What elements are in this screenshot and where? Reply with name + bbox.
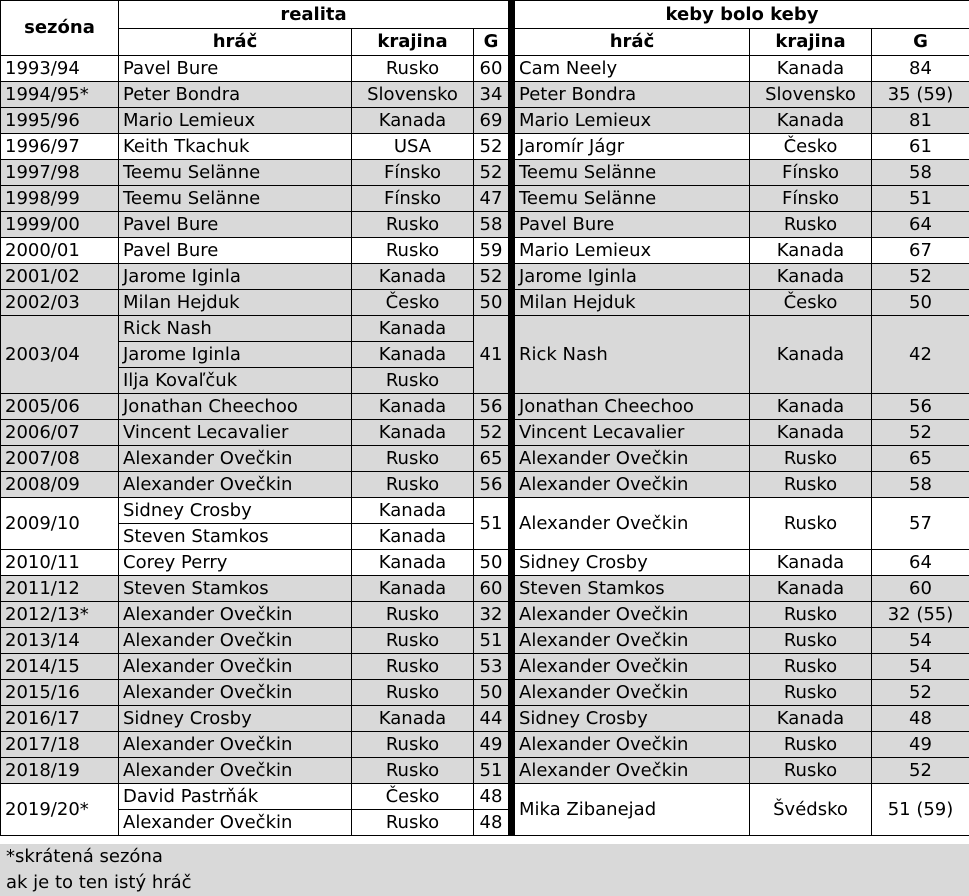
real-goals-cell: 47	[474, 186, 512, 212]
real-country-cell: Česko	[352, 290, 474, 316]
real-country-cell: Fínsko	[352, 186, 474, 212]
real-player-cell: Sidney Crosby	[119, 498, 352, 524]
real-goals-cell: 52	[474, 420, 512, 446]
real-goals-cell: 60	[474, 576, 512, 602]
alt-goals-cell: 52	[872, 420, 969, 446]
season-cell: 2015/16	[1, 680, 119, 706]
real-player-cell: Teemu Selänne	[119, 186, 352, 212]
alt-goals-cell: 48	[872, 706, 969, 732]
real-player-cell: Alexander Ovečkin	[119, 758, 352, 784]
season-cell: 1999/00	[1, 212, 119, 238]
real-player-cell: Steven Stamkos	[119, 576, 352, 602]
real-goals-cell: 56	[474, 394, 512, 420]
real-country-cell: Rusko	[352, 238, 474, 264]
table-row	[1, 238, 969, 264]
alt-country-cell: Rusko	[750, 446, 872, 472]
table-row	[1, 56, 969, 82]
season-cell: 2018/19	[1, 758, 119, 784]
real-goals-cell: 52	[474, 134, 512, 160]
real-goals-cell: 41	[474, 316, 512, 394]
real-goals-cell: 59	[474, 238, 512, 264]
real-country-cell: USA	[352, 134, 474, 160]
alt-player-cell: Mika Zibanejad	[512, 784, 750, 836]
table-row	[1, 498, 969, 524]
season-cell: 1996/97	[1, 134, 119, 160]
real-goals-cell: 69	[474, 108, 512, 134]
alt-goals-cell: 60	[872, 576, 969, 602]
season-cell: 2002/03	[1, 290, 119, 316]
real-player-cell: Rick Nash	[119, 316, 352, 342]
alt-country-cell: Česko	[750, 290, 872, 316]
real-country-cell: Kanada	[352, 108, 474, 134]
season-cell: 2003/04	[1, 316, 119, 394]
real-player-cell: Teemu Selänne	[119, 160, 352, 186]
real-country-cell: Rusko	[352, 212, 474, 238]
footnote-shortened-season: *skrátená sezóna	[0, 844, 969, 870]
real-player-cell: Alexander Ovečkin	[119, 628, 352, 654]
real-country-cell: Fínsko	[352, 160, 474, 186]
table-row	[1, 186, 969, 212]
alt-goals-cell: 52	[872, 264, 969, 290]
alt-country-cell: Rusko	[750, 758, 872, 784]
real-country-cell: Rusko	[352, 628, 474, 654]
real-goals-cell: 48	[474, 810, 512, 836]
real-goals-header: G	[474, 29, 512, 56]
alt-player-cell: Jarome Iginla	[512, 264, 750, 290]
season-cell: 2013/14	[1, 628, 119, 654]
real-goals-cell: 49	[474, 732, 512, 758]
alt-country-cell: Švédsko	[750, 784, 872, 836]
real-country-cell: Kanada	[352, 342, 474, 368]
alt-player-cell: Jonathan Cheechoo	[512, 394, 750, 420]
real-goals-cell: 50	[474, 290, 512, 316]
alt-player-cell: Pavel Bure	[512, 212, 750, 238]
real-player-cell: Alexander Ovečkin	[119, 472, 352, 498]
alt-country-cell: Rusko	[750, 602, 872, 628]
table-body	[1, 56, 969, 836]
alt-country-cell: Kanada	[750, 316, 872, 394]
table-row	[1, 160, 969, 186]
alt-country-cell: Slovensko	[750, 82, 872, 108]
real-player-cell: Alexander Ovečkin	[119, 680, 352, 706]
alt-goals-cell: 42	[872, 316, 969, 394]
real-player-cell: Milan Hejduk	[119, 290, 352, 316]
real-country-cell: Česko	[352, 784, 474, 810]
season-cell: 1995/96	[1, 108, 119, 134]
real-goals-cell: 52	[474, 160, 512, 186]
real-player-cell: Vincent Lecavalier	[119, 420, 352, 446]
alt-player-cell: Sidney Crosby	[512, 706, 750, 732]
real-country-cell: Rusko	[352, 680, 474, 706]
alt-player-cell: Teemu Selänne	[512, 186, 750, 212]
season-cell: 1993/94	[1, 56, 119, 82]
real-goals-cell: 32	[474, 602, 512, 628]
real-country-cell: Rusko	[352, 732, 474, 758]
season-cell: 2010/11	[1, 550, 119, 576]
table-row	[1, 758, 969, 784]
alt-player-cell: Alexander Ovečkin	[512, 732, 750, 758]
alt-country-cell: Rusko	[750, 628, 872, 654]
season-cell: 2001/02	[1, 264, 119, 290]
table-row	[1, 316, 969, 342]
season-cell: 2005/06	[1, 394, 119, 420]
alt-player-cell: Peter Bondra	[512, 82, 750, 108]
real-player-cell: Pavel Bure	[119, 212, 352, 238]
real-goals-cell: 50	[474, 550, 512, 576]
season-header: sezóna	[1, 1, 119, 56]
table-row	[1, 550, 969, 576]
alt-goals-cell: 57	[872, 498, 969, 550]
table-row	[1, 264, 969, 290]
alt-country-cell: Rusko	[750, 680, 872, 706]
real-player-cell: Alexander Ovečkin	[119, 654, 352, 680]
real-country-cell: Kanada	[352, 576, 474, 602]
real-player-cell: Peter Bondra	[119, 82, 352, 108]
real-country-cell: Rusko	[352, 602, 474, 628]
season-cell: 2014/15	[1, 654, 119, 680]
table-row	[1, 420, 969, 446]
alt-country-cell: Rusko	[750, 732, 872, 758]
season-cell: 2000/01	[1, 238, 119, 264]
real-player-cell: David Pastrňák	[119, 784, 352, 810]
alt-goals-cell: 51 (59)	[872, 784, 969, 836]
season-cell: 2011/12	[1, 576, 119, 602]
alt-goals-cell: 54	[872, 628, 969, 654]
alt-goals-cell: 52	[872, 758, 969, 784]
real-goals-cell: 51	[474, 628, 512, 654]
table-row	[1, 732, 969, 758]
real-goals-cell: 34	[474, 82, 512, 108]
real-country-cell: Slovensko	[352, 82, 474, 108]
alt-player-cell: Rick Nash	[512, 316, 750, 394]
alt-country-cell: Kanada	[750, 394, 872, 420]
season-cell: 2019/20*	[1, 784, 119, 836]
alt-goals-cell: 32 (55)	[872, 602, 969, 628]
real-country-cell: Kanada	[352, 524, 474, 550]
alt-country-header: krajina	[750, 29, 872, 56]
real-country-cell: Rusko	[352, 472, 474, 498]
alt-player-cell: Alexander Ovečkin	[512, 602, 750, 628]
alt-goals-cell: 50	[872, 290, 969, 316]
real-player-cell: Alexander Ovečkin	[119, 602, 352, 628]
real-player-cell: Steven Stamkos	[119, 524, 352, 550]
real-country-header: krajina	[352, 29, 474, 56]
real-player-cell: Keith Tkachuk	[119, 134, 352, 160]
season-cell: 2017/18	[1, 732, 119, 758]
real-player-cell: Corey Perry	[119, 550, 352, 576]
real-player-cell: Ilja Kovaľčuk	[119, 368, 352, 394]
real-player-cell: Mario Lemieux	[119, 108, 352, 134]
season-cell: 1997/98	[1, 160, 119, 186]
table-row	[1, 290, 969, 316]
alt-player-cell: Steven Stamkos	[512, 576, 750, 602]
alt-goals-cell: 54	[872, 654, 969, 680]
season-cell: 2009/10	[1, 498, 119, 550]
alt-player-cell: Vincent Lecavalier	[512, 420, 750, 446]
real-country-cell: Rusko	[352, 654, 474, 680]
alt-player-cell: Milan Hejduk	[512, 290, 750, 316]
table-row	[1, 576, 969, 602]
alt-country-cell: Kanada	[750, 56, 872, 82]
alt-goals-cell: 52	[872, 680, 969, 706]
alt-goals-cell: 49	[872, 732, 969, 758]
real-player-header: hráč	[119, 29, 352, 56]
alt-country-cell: Kanada	[750, 576, 872, 602]
real-goals-cell: 50	[474, 680, 512, 706]
alt-player-cell: Alexander Ovečkin	[512, 758, 750, 784]
real-goals-cell: 60	[474, 56, 512, 82]
alt-country-cell: Kanada	[750, 108, 872, 134]
real-player-cell: Sidney Crosby	[119, 706, 352, 732]
real-player-cell: Alexander Ovečkin	[119, 732, 352, 758]
alt-country-cell: Kanada	[750, 706, 872, 732]
table-row	[1, 680, 969, 706]
real-goals-cell: 52	[474, 264, 512, 290]
alt-country-cell: Kanada	[750, 264, 872, 290]
real-goals-cell: 58	[474, 212, 512, 238]
table-header	[1, 1, 969, 56]
real-country-cell: Kanada	[352, 394, 474, 420]
alt-goals-header: G	[872, 29, 969, 56]
alt-goals-cell: 64	[872, 212, 969, 238]
season-cell: 2012/13*	[1, 602, 119, 628]
real-goals-cell: 51	[474, 758, 512, 784]
alt-player-cell: Alexander Ovečkin	[512, 654, 750, 680]
reality-group-header: realita	[119, 1, 512, 29]
alt-goals-cell: 67	[872, 238, 969, 264]
real-country-cell: Rusko	[352, 368, 474, 394]
alt-goals-cell: 35 (59)	[872, 82, 969, 108]
real-goals-cell: 56	[474, 472, 512, 498]
real-country-cell: Rusko	[352, 758, 474, 784]
alt-player-cell: Mario Lemieux	[512, 238, 750, 264]
season-cell: 2006/07	[1, 420, 119, 446]
alt-group-header: keby bolo keby	[512, 1, 969, 29]
real-player-cell: Jarome Iginla	[119, 342, 352, 368]
real-country-cell: Kanada	[352, 706, 474, 732]
alt-goals-cell: 58	[872, 472, 969, 498]
alt-player-cell: Alexander Ovečkin	[512, 628, 750, 654]
table-row	[1, 108, 969, 134]
alt-country-cell: Česko	[750, 134, 872, 160]
season-cell: 1994/95*	[1, 82, 119, 108]
footnote-same-player: ak je to ten istý hráč	[0, 870, 969, 896]
alt-goals-cell: 51	[872, 186, 969, 212]
season-cell: 1998/99	[1, 186, 119, 212]
alt-goals-cell: 84	[872, 56, 969, 82]
alt-player-cell: Teemu Selänne	[512, 160, 750, 186]
season-cell: 2007/08	[1, 446, 119, 472]
table-row	[1, 706, 969, 732]
table-row	[1, 472, 969, 498]
alt-player-cell: Cam Neely	[512, 56, 750, 82]
alt-country-cell: Kanada	[750, 550, 872, 576]
alt-goals-cell: 81	[872, 108, 969, 134]
alt-player-cell: Alexander Ovečkin	[512, 680, 750, 706]
real-player-cell: Pavel Bure	[119, 56, 352, 82]
alt-country-cell: Kanada	[750, 420, 872, 446]
real-country-cell: Kanada	[352, 420, 474, 446]
table-row	[1, 654, 969, 680]
real-player-cell: Alexander Ovečkin	[119, 810, 352, 836]
season-cell: 2008/09	[1, 472, 119, 498]
alt-country-cell: Rusko	[750, 654, 872, 680]
real-player-cell: Jarome Iginla	[119, 264, 352, 290]
table-row	[1, 446, 969, 472]
alt-goals-cell: 65	[872, 446, 969, 472]
real-country-cell: Rusko	[352, 446, 474, 472]
real-goals-cell: 53	[474, 654, 512, 680]
table-row	[1, 134, 969, 160]
real-goals-cell: 48	[474, 784, 512, 810]
alt-player-cell: Alexander Ovečkin	[512, 446, 750, 472]
alt-player-cell: Mario Lemieux	[512, 108, 750, 134]
season-cell: 2016/17	[1, 706, 119, 732]
table-row	[1, 82, 969, 108]
alt-goals-cell: 58	[872, 160, 969, 186]
real-country-cell: Kanada	[352, 264, 474, 290]
alt-goals-cell: 61	[872, 134, 969, 160]
alt-country-cell: Rusko	[750, 498, 872, 550]
table-row	[1, 602, 969, 628]
real-player-cell: Pavel Bure	[119, 238, 352, 264]
table-row	[1, 394, 969, 420]
real-country-cell: Kanada	[352, 316, 474, 342]
alt-goals-cell: 56	[872, 394, 969, 420]
alt-player-header: hráč	[512, 29, 750, 56]
alt-country-cell: Rusko	[750, 212, 872, 238]
alt-player-cell: Jaromír Jágr	[512, 134, 750, 160]
real-country-cell: Kanada	[352, 498, 474, 524]
alt-country-cell: Rusko	[750, 472, 872, 498]
alt-country-cell: Kanada	[750, 238, 872, 264]
real-player-cell: Alexander Ovečkin	[119, 446, 352, 472]
real-country-cell: Rusko	[352, 810, 474, 836]
table-row	[1, 628, 969, 654]
alt-country-cell: Fínsko	[750, 160, 872, 186]
alt-country-cell: Fínsko	[750, 186, 872, 212]
real-goals-cell: 44	[474, 706, 512, 732]
alt-goals-cell: 64	[872, 550, 969, 576]
real-goals-cell: 51	[474, 498, 512, 550]
alt-player-cell: Alexander Ovečkin	[512, 472, 750, 498]
table-row	[1, 784, 969, 810]
real-goals-cell: 65	[474, 446, 512, 472]
real-player-cell: Jonathan Cheechoo	[119, 394, 352, 420]
real-country-cell: Kanada	[352, 550, 474, 576]
real-country-cell: Rusko	[352, 56, 474, 82]
alt-player-cell: Sidney Crosby	[512, 550, 750, 576]
alt-player-cell: Alexander Ovečkin	[512, 498, 750, 550]
table-row	[1, 212, 969, 238]
